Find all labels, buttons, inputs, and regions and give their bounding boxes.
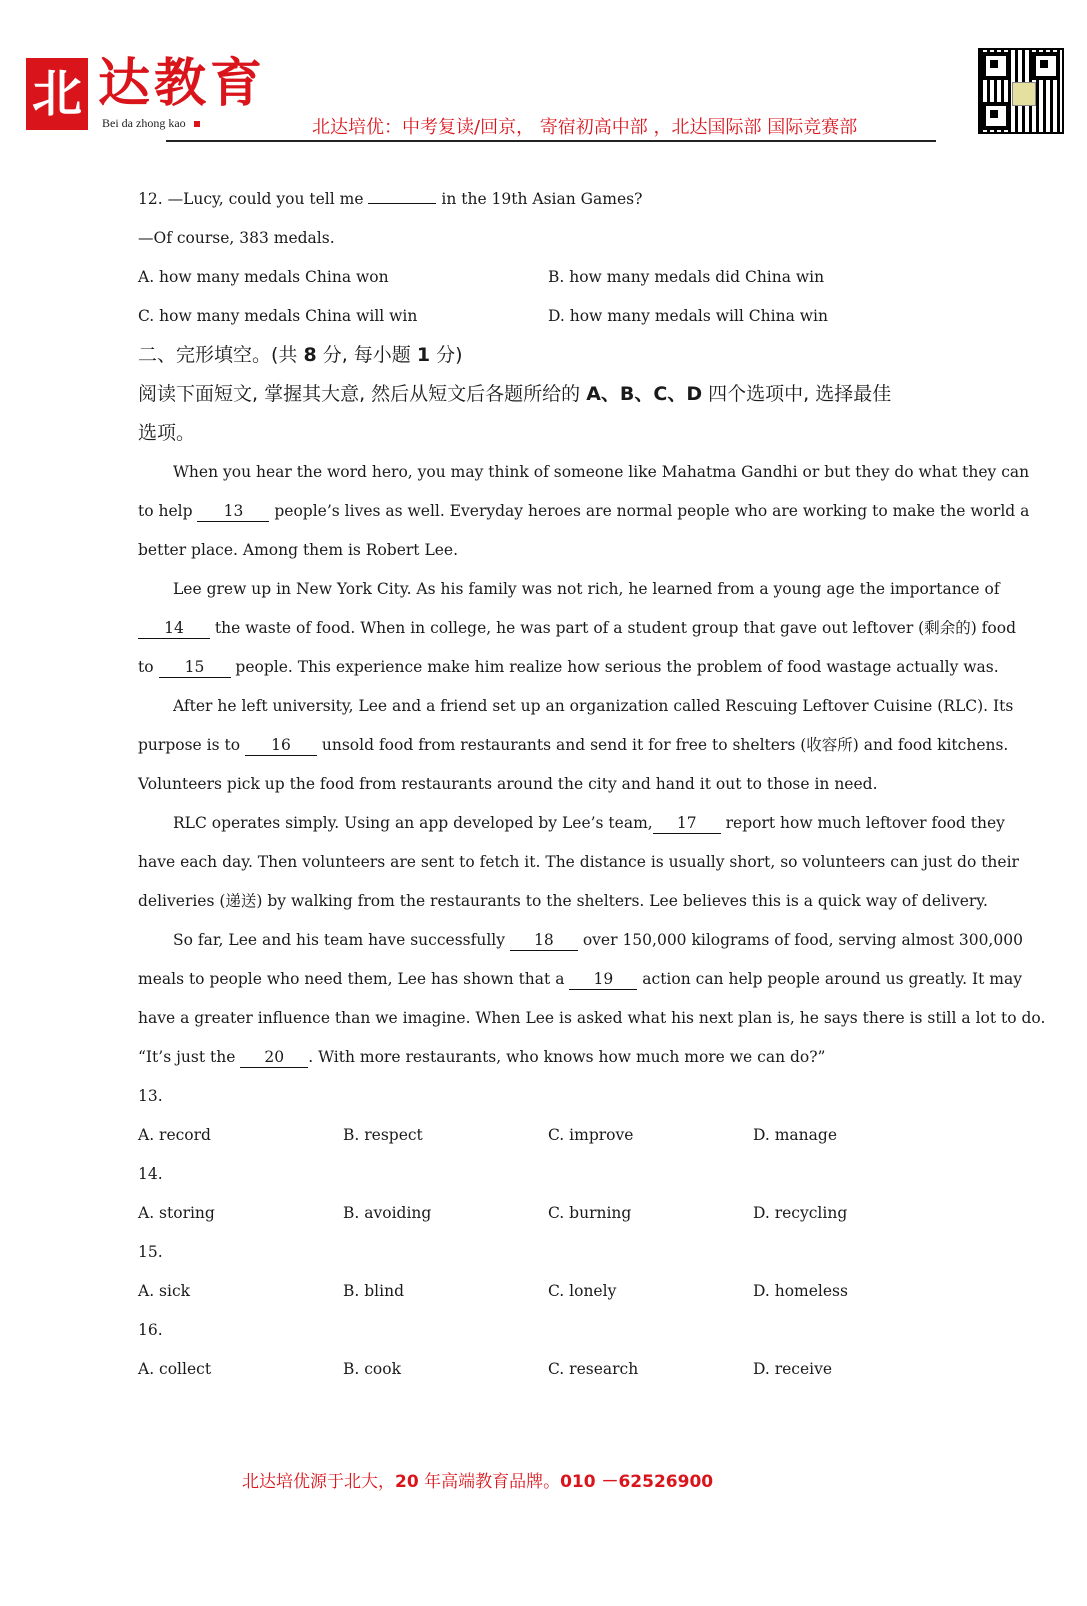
- option: B. avoiding: [343, 1204, 432, 1222]
- option: D. recycling: [753, 1204, 848, 1222]
- option: D. receive: [753, 1360, 833, 1378]
- option: C. how many medals China will win: [138, 307, 418, 325]
- passage-line: “It’s just the 20 . With more restaurants, who knows how much more we can do?”: [138, 1048, 826, 1066]
- logo-pinyin: Bei da zhong kao: [102, 116, 200, 131]
- option: C. lonely: [548, 1282, 617, 1300]
- blank-20: 20: [240, 1047, 308, 1068]
- option: A. collect: [138, 1360, 212, 1378]
- passage-line: purpose is to 16 unsold food from restaurants and send it for free to shelters (收容所) and food kitchens.: [138, 736, 1009, 754]
- options-row: [138, 1350, 968, 1389]
- option: B. blind: [343, 1282, 404, 1300]
- q12-options-row: [138, 297, 968, 336]
- option: C. research: [548, 1360, 639, 1378]
- options-row: [138, 1194, 968, 1233]
- passage-line: So far, Lee and his team have successfully 18 over 150,000 kilograms of food, serving almost 300,000: [173, 931, 1023, 949]
- passage-line: 14 the waste of food. When in college, he was part of a student group that gave out leftover (剩余的) food: [138, 609, 968, 648]
- options-row: [138, 1272, 968, 1311]
- header-divider: [166, 140, 936, 142]
- blank-19: 19: [569, 969, 637, 990]
- passage-line: Lee grew up in New York City. As his family was not rich, he learned from a young age the importance of: [173, 580, 1000, 598]
- section-title: 二、完形填空。(共 8 分, 每小题 1 分): [138, 344, 463, 366]
- option: A. sick: [138, 1282, 191, 1300]
- blank-14: 14: [138, 618, 210, 639]
- qr-code-icon: [978, 48, 1064, 134]
- blank-13: 13: [197, 501, 269, 522]
- passage-line: After he left university, Lee and a friend set up an organization called Rescuing Leftover Cuisine (RLC). Its: [173, 697, 1014, 715]
- passage-line: meals to people who need them, Lee has shown that a 19 action can help people around us greatly. It may: [138, 970, 1022, 988]
- option: B. cook: [343, 1360, 401, 1378]
- blank-17: 17: [653, 813, 721, 834]
- page-content: [138, 180, 1046, 1389]
- option: C. burning: [548, 1204, 632, 1222]
- page-footer: 北达培优源于北大，20 年高端教育品牌。010 －62526900: [242, 1472, 714, 1492]
- question-number: 16.: [138, 1321, 163, 1339]
- question-number: 14.: [138, 1165, 163, 1183]
- q12-options-row: [138, 258, 968, 297]
- passage-line: When you hear the word hero, you may think of someone like Mahatma Gandhi or but they do what they can: [173, 463, 1030, 481]
- passage-line: deliveries (递送) by walking from the restaurants to the shelters. Lee believes this is a quick way of delivery.: [138, 892, 988, 910]
- passage-line: better place. Among them is Robert Lee.: [138, 541, 459, 559]
- option: A. storing: [138, 1204, 215, 1222]
- section-instructions-cont: 选项。: [138, 422, 196, 444]
- option: A. how many medals China won: [138, 268, 389, 286]
- passage-line: to 15 people. This experience make him realize how serious the problem of food wastage actually was.: [138, 658, 999, 676]
- passage-line: RLC operates simply. Using an app developed by Lee’s team, 17 report how much leftover food they: [173, 814, 1005, 832]
- option: B. how many medals did China win: [548, 268, 825, 286]
- option: D. manage: [753, 1126, 837, 1144]
- blank-18: 18: [510, 930, 578, 951]
- q12-stem: 12. —Lucy, could you tell me in the 19th Asian Games?: [138, 190, 643, 208]
- question-number: 15.: [138, 1243, 163, 1261]
- passage-line: to help 13 people’s lives as well. Everyday heroes are normal people who are working to make the world a: [138, 502, 1030, 520]
- blank-15: 15: [159, 657, 231, 678]
- passage-line: have a greater influence than we imagine. When Lee is asked what his next plan is, he says there is still a lot to do.: [138, 1009, 1046, 1027]
- option: B. respect: [343, 1126, 423, 1144]
- option: A. record: [138, 1126, 211, 1144]
- q12-reply: —Of course, 383 medals.: [138, 229, 335, 247]
- options-row: [138, 1116, 968, 1155]
- answer-blank: [368, 203, 436, 204]
- page-header: [0, 0, 1087, 150]
- option: D. homeless: [753, 1282, 848, 1300]
- logo-mark: 北: [26, 58, 88, 130]
- passage-line: Volunteers pick up the food from restaurants around the city and hand it out to those in need.: [138, 775, 878, 793]
- option: D. how many medals will China win: [548, 307, 828, 325]
- logo-text: 达教育: [98, 53, 267, 114]
- option: C. improve: [548, 1126, 634, 1144]
- question-number: 13.: [138, 1087, 163, 1105]
- section-instructions: 阅读下面短文, 掌握其大意, 然后从短文后各题所给的 A、B、C、D 四个选项中, 选择最佳: [138, 383, 892, 405]
- passage-line: have each day. Then volunteers are sent to fetch it. The distance is usually short, so volunteers can just do their: [138, 853, 1019, 871]
- blank-16: 16: [245, 735, 317, 756]
- header-tagline: 北达培优：中考复读/回京， 寄宿初高中部 ，北达国际部 国际竞赛部: [312, 117, 858, 138]
